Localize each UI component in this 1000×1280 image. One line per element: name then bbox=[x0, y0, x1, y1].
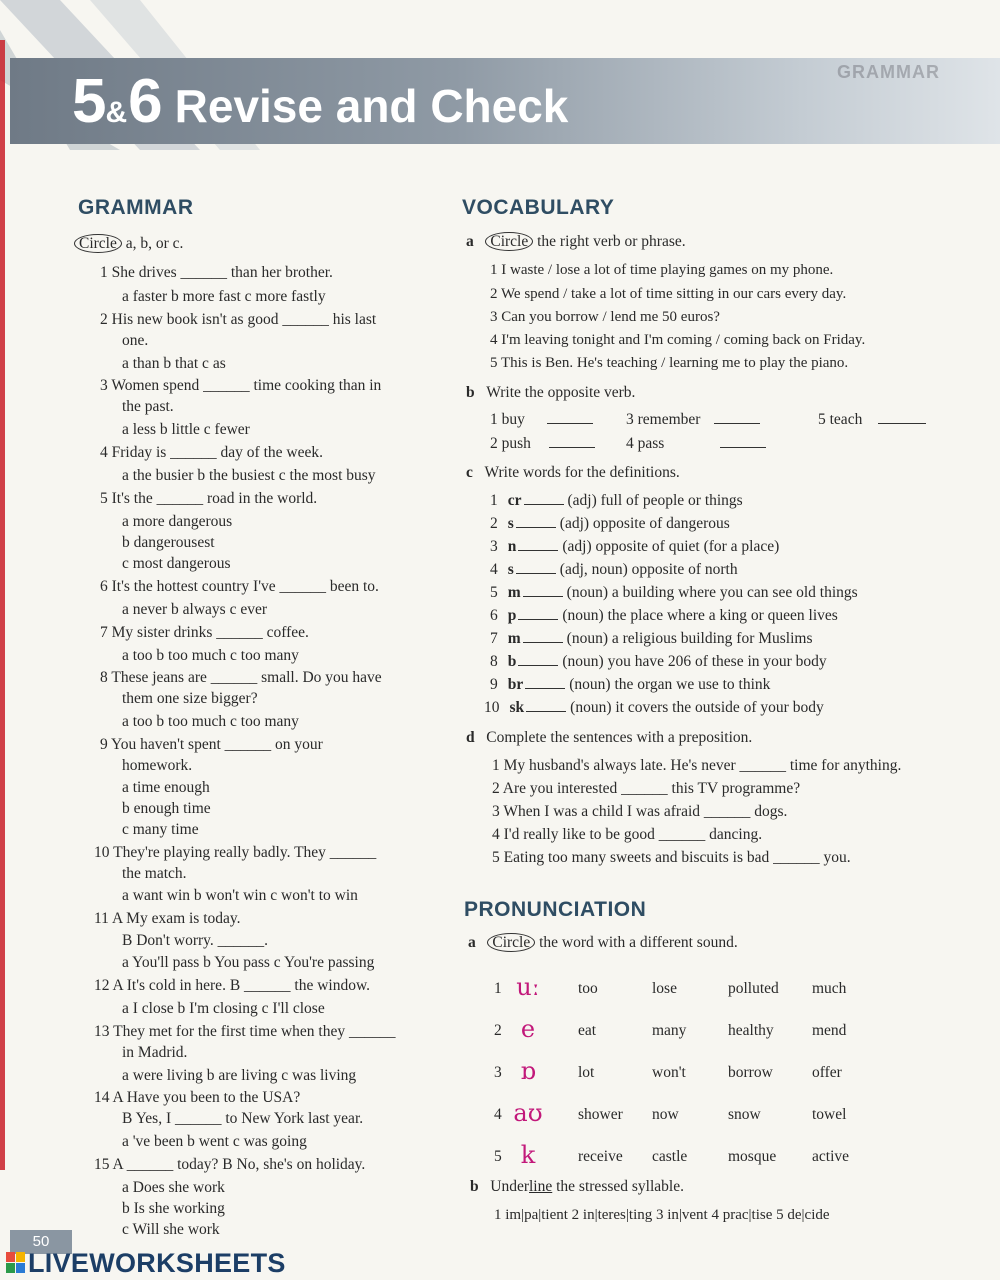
item-number: 10 bbox=[484, 699, 500, 716]
grammar-line[interactable]: a never b always c ever bbox=[122, 601, 268, 618]
grammar-line: 12 A It's cold in here. B ______ the window. bbox=[94, 977, 371, 994]
vocab-b-instruction: b Write the opposite verb. bbox=[466, 384, 636, 401]
answer-blank[interactable] bbox=[518, 665, 558, 666]
grammar-line[interactable]: a than b that c as bbox=[122, 355, 226, 372]
pron-word[interactable]: active bbox=[812, 1148, 850, 1165]
pron-word[interactable]: receive bbox=[578, 1148, 623, 1165]
pron-row-number: 2 bbox=[494, 1022, 502, 1039]
grammar-line: 3 Women spend ______ time cooking than in bbox=[100, 377, 382, 394]
grammar-line: 15 A ______ today? B No, she's on holiday. bbox=[94, 1156, 366, 1173]
answer-blank[interactable] bbox=[526, 711, 566, 712]
definition: (adj, noun) opposite of north bbox=[559, 561, 738, 578]
definition: (noun) the organ we use to think bbox=[569, 676, 771, 693]
pron-row-number: 3 bbox=[494, 1064, 502, 1081]
pron-row-number: 1 bbox=[494, 980, 502, 997]
pron-word[interactable]: shower bbox=[578, 1106, 623, 1123]
vocab-b-item: 4 pass bbox=[626, 435, 768, 453]
grammar-line: one. bbox=[122, 332, 149, 349]
grammar-line[interactable]: c Will she work bbox=[122, 1221, 220, 1238]
vocab-c-item bbox=[490, 515, 730, 533]
pron-word[interactable]: too bbox=[578, 980, 598, 997]
answer-blank[interactable] bbox=[714, 423, 760, 424]
grammar-line[interactable]: c many time bbox=[122, 821, 199, 838]
vocab-b-item: 1 buy bbox=[490, 411, 595, 429]
grammar-line: in Madrid. bbox=[122, 1044, 188, 1061]
vocab-d-item[interactable]: 5 Eating too many sweets and biscuits is bad ______ you. bbox=[492, 849, 851, 866]
pron-word[interactable]: towel bbox=[812, 1106, 847, 1123]
word-start: sk bbox=[509, 699, 525, 716]
item-number: 1 bbox=[490, 492, 498, 509]
vocab-c-item bbox=[490, 630, 813, 648]
vocab-b-item: 2 push bbox=[490, 435, 597, 453]
grammar-line[interactable]: a time enough bbox=[122, 779, 210, 796]
grammar-line: 6 It's the hottest country I've ______ been to. bbox=[100, 578, 379, 595]
page-title bbox=[72, 66, 568, 136]
vocab-a-item[interactable]: 2 We spend / take a lot of time sitting in our cars every day. bbox=[490, 286, 847, 302]
grammar-line[interactable]: b Is she working bbox=[122, 1200, 225, 1217]
page-number: 50 bbox=[10, 1230, 72, 1254]
grammar-line: 9 You haven't spent ______ on your bbox=[100, 736, 323, 753]
grammar-line[interactable]: a faster b more fast c more fastly bbox=[122, 288, 326, 305]
vocab-c-item bbox=[490, 538, 779, 556]
grammar-line: them one size bigger? bbox=[122, 690, 258, 707]
liveworksheets-logo-icon bbox=[6, 1252, 26, 1274]
item-number: 8 bbox=[490, 653, 498, 670]
item-number: 9 bbox=[490, 676, 498, 693]
grammar-line: 10 They're playing really badly. They ______ bbox=[94, 844, 377, 861]
grammar-line[interactable]: b dangerousest bbox=[122, 534, 215, 551]
definition: (noun) it covers the outside of your body bbox=[570, 699, 824, 716]
sound-symbol: uː bbox=[516, 973, 540, 1001]
word-start: s bbox=[507, 515, 514, 532]
answer-blank[interactable] bbox=[523, 596, 563, 597]
ghost-heading: GRAMMAR bbox=[837, 62, 940, 82]
unit-number-a: 5 bbox=[72, 67, 105, 136]
grammar-line[interactable]: b enough time bbox=[122, 800, 211, 817]
grammar-line[interactable]: a Does she work bbox=[122, 1179, 225, 1196]
pron-word[interactable]: much bbox=[812, 980, 847, 997]
grammar-line: 11 A My exam is today. bbox=[94, 910, 241, 927]
pron-word[interactable]: many bbox=[652, 1022, 687, 1039]
word-start: cr bbox=[507, 492, 522, 509]
answer-blank[interactable] bbox=[518, 619, 558, 620]
definition: (noun) the place where a king or queen lives bbox=[562, 607, 838, 624]
grammar-line: 14 A Have you been to the USA? bbox=[94, 1089, 301, 1106]
pron-word[interactable]: castle bbox=[652, 1148, 688, 1165]
grammar-line: B Don't worry. ______. bbox=[122, 932, 269, 949]
pron-b-instruction: b Underline the stressed syllable. bbox=[470, 1178, 684, 1195]
circle-word: Circle bbox=[74, 234, 122, 253]
pron-row-number: 4 bbox=[494, 1106, 502, 1123]
answer-blank[interactable] bbox=[525, 688, 565, 689]
answer-blank[interactable] bbox=[878, 423, 926, 424]
grammar-line: the past. bbox=[122, 398, 174, 415]
pron-word[interactable]: now bbox=[652, 1106, 679, 1123]
word-start: s bbox=[507, 561, 514, 578]
pron-b-items[interactable]: 1 im|pa|tient 2 in|teres|ting 3 in|vent 4 prac|tise 5 de|cide bbox=[494, 1207, 830, 1223]
unit-number-b: 6 bbox=[128, 67, 161, 136]
grammar-line: 13 They met for the first time when they ______ bbox=[94, 1023, 396, 1040]
item-number: 5 bbox=[490, 584, 498, 601]
vocab-b-item: 5 teach bbox=[818, 411, 928, 429]
vocab-d-item[interactable]: 3 When I was a child I was afraid ______ dogs. bbox=[492, 803, 788, 820]
unit-ampersand: & bbox=[105, 96, 128, 129]
grammar-line[interactable]: a more dangerous bbox=[122, 513, 233, 530]
pron-word[interactable]: polluted bbox=[728, 980, 779, 997]
definition: (noun) a religious building for Muslims bbox=[566, 630, 813, 647]
vocab-c-item bbox=[490, 653, 827, 671]
answer-blank[interactable] bbox=[516, 573, 556, 574]
grammar-line: 1 She drives ______ than her brother. bbox=[100, 264, 333, 281]
grammar-line[interactable]: a less b little c fewer bbox=[122, 421, 250, 438]
grammar-line: 2 His new book isn't as good ______ his last bbox=[100, 311, 377, 328]
pron-word[interactable]: healthy bbox=[728, 1022, 774, 1039]
title-text: Revise and Check bbox=[174, 80, 569, 132]
circle-word: Circle bbox=[487, 933, 535, 952]
answer-blank[interactable] bbox=[516, 527, 556, 528]
grammar-line[interactable]: a too b too much c too many bbox=[122, 713, 299, 730]
vocab-a-instruction: a Circle the right verb or phrase. bbox=[466, 233, 686, 250]
grammar-line[interactable]: a were living b are living c was living bbox=[122, 1067, 357, 1084]
vocab-a-item[interactable]: 3 Can you borrow / lend me 50 euros? bbox=[490, 309, 720, 325]
answer-blank[interactable] bbox=[523, 642, 563, 643]
item-number: 2 bbox=[490, 515, 498, 532]
grammar-instruction: Circle a, b, or c. bbox=[74, 235, 183, 253]
grammar-line[interactable]: a the busier b the busiest c the most busy bbox=[122, 467, 376, 484]
answer-blank[interactable] bbox=[547, 423, 593, 424]
pronunciation-heading: PRONUNCIATION bbox=[464, 898, 647, 921]
item-number: 3 bbox=[490, 538, 498, 555]
definition: (adj) opposite of quiet (for a place) bbox=[562, 538, 780, 555]
vocab-a-item[interactable]: 5 This is Ben. He's teaching / learning me to play the piano. bbox=[490, 355, 849, 371]
definition: (noun) you have 206 of these in your body bbox=[562, 653, 827, 670]
sound-symbol-icon bbox=[506, 1054, 550, 1088]
vocab-b-item: 3 remember bbox=[626, 411, 762, 429]
vocab-d-item[interactable]: 1 My husband's always late. He's never ______ time for anything. bbox=[492, 757, 902, 774]
grammar-line: homework. bbox=[122, 757, 193, 774]
sound-symbol-icon bbox=[506, 970, 550, 1004]
grammar-line[interactable]: a 've been b went c was going bbox=[122, 1133, 307, 1150]
grammar-line: B Yes, I ______ to New York last year. bbox=[122, 1110, 364, 1127]
vocab-c-instruction: c Write words for the definitions. bbox=[466, 464, 680, 481]
sound-symbol: k bbox=[520, 1141, 536, 1169]
pron-word[interactable]: lose bbox=[652, 980, 677, 997]
pron-word[interactable]: lot bbox=[578, 1064, 595, 1081]
pron-word[interactable]: mosque bbox=[728, 1148, 777, 1165]
vocab-c-item bbox=[490, 584, 858, 602]
pron-word[interactable]: won't bbox=[652, 1064, 686, 1081]
definition: (adj) opposite of dangerous bbox=[559, 515, 730, 532]
vocab-a-item[interactable]: 1 I waste / lose a lot of time playing games on my phone. bbox=[490, 262, 834, 278]
vocabulary-heading: VOCABULARY bbox=[462, 196, 615, 219]
word-start: n bbox=[507, 538, 517, 555]
word-start: b bbox=[507, 653, 517, 670]
sound-symbol-icon bbox=[506, 1138, 550, 1172]
sound-symbol: e bbox=[520, 1015, 536, 1043]
pron-word[interactable]: eat bbox=[578, 1022, 597, 1039]
pron-word[interactable]: borrow bbox=[728, 1064, 773, 1081]
vocab-d-item[interactable]: 4 I'd really like to be good ______ dancing. bbox=[492, 826, 763, 843]
answer-blank[interactable] bbox=[720, 447, 766, 448]
word-start: m bbox=[507, 584, 521, 601]
circle-word: Circle bbox=[485, 232, 533, 251]
grammar-line: 5 It's the ______ road in the world. bbox=[100, 490, 318, 507]
grammar-line[interactable]: c most dangerous bbox=[122, 555, 231, 572]
pron-a-instruction: a Circle the word with a different sound. bbox=[468, 934, 738, 951]
definition: (noun) a building where you can see old things bbox=[566, 584, 858, 601]
grammar-line: the match. bbox=[122, 865, 187, 882]
grammar-line: 4 Friday is ______ day of the week. bbox=[100, 444, 323, 461]
grammar-line[interactable]: a You'll pass b You pass c You're passing bbox=[122, 954, 375, 971]
vocab-c-item bbox=[484, 699, 824, 717]
word-start: m bbox=[507, 630, 521, 647]
page-edge-marker bbox=[0, 40, 5, 1170]
answer-blank[interactable] bbox=[524, 504, 564, 505]
grammar-line[interactable]: a too b too much c too many bbox=[122, 647, 299, 664]
pron-row-number: 5 bbox=[494, 1148, 502, 1165]
word-start: br bbox=[507, 676, 524, 693]
vocab-d-item[interactable]: 2 Are you interested ______ this TV programme? bbox=[492, 780, 801, 797]
sound-symbol: ɒ bbox=[520, 1057, 536, 1085]
answer-blank[interactable] bbox=[518, 550, 558, 551]
pron-word[interactable]: mend bbox=[812, 1022, 847, 1039]
definition: (adj) full of people or things bbox=[567, 492, 743, 509]
item-number: 4 bbox=[490, 561, 498, 578]
answer-blank[interactable] bbox=[549, 447, 595, 448]
word-start: p bbox=[507, 607, 517, 624]
grammar-line[interactable]: a want win b won't win c won't to win bbox=[122, 887, 358, 904]
item-number: 6 bbox=[490, 607, 498, 624]
pron-word[interactable]: offer bbox=[812, 1064, 842, 1081]
pron-word[interactable]: snow bbox=[728, 1106, 761, 1123]
grammar-line: 7 My sister drinks ______ coffee. bbox=[100, 624, 309, 641]
grammar-heading: GRAMMAR bbox=[78, 196, 194, 219]
sound-symbol-icon bbox=[506, 1012, 550, 1046]
vocab-a-item[interactable]: 4 I'm leaving tonight and I'm coming / coming back on Friday. bbox=[490, 332, 866, 348]
vocab-c-item bbox=[490, 561, 738, 579]
vocab-d-instruction: d Complete the sentences with a preposition. bbox=[466, 729, 753, 746]
sound-symbol: aʊ bbox=[513, 1099, 543, 1127]
vocab-c-item bbox=[490, 492, 743, 510]
grammar-line: 8 These jeans are ______ small. Do you have bbox=[100, 669, 382, 686]
vocab-c-item bbox=[490, 676, 770, 694]
sound-symbol-icon bbox=[506, 1096, 550, 1130]
item-number: 7 bbox=[490, 630, 498, 647]
vocab-c-item bbox=[490, 607, 838, 625]
watermark: LIVEWORKSHEETS bbox=[28, 1248, 286, 1278]
grammar-line[interactable]: a I close b I'm closing c I'll close bbox=[122, 1000, 325, 1017]
